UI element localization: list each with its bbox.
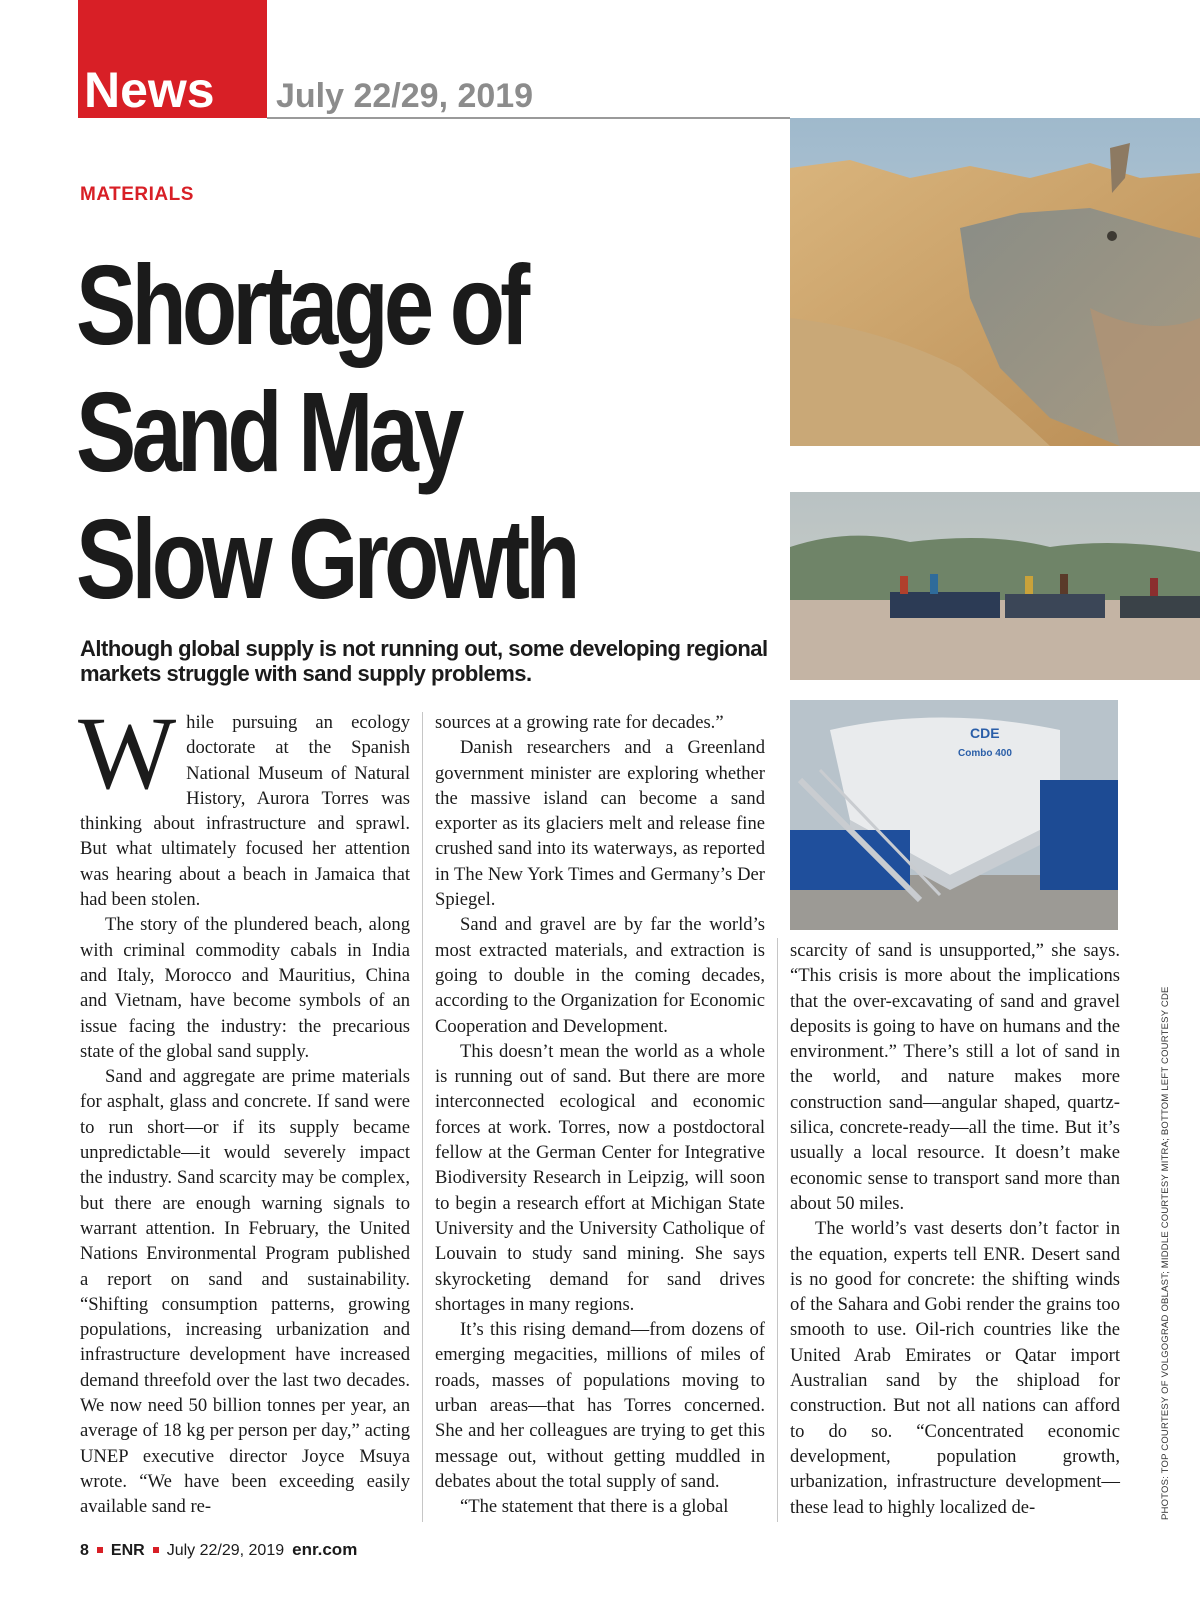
- body-paragraph: Danish researchers and a Greenland government minister are exploring whether the massive island can become a sand exporter as its glaciers melt and release fine crushed sand into its waterways, as reported in The New York Times and Germany’s Der Spiegel.: [435, 737, 765, 911]
- footer-date: July 22/29, 2019: [166, 1542, 285, 1559]
- equipment-model: Combo 400: [958, 748, 1012, 759]
- headline-line: Sand May: [76, 369, 460, 495]
- article-column-3: [790, 938, 1120, 1520]
- magazine-name: ENR: [110, 1542, 145, 1559]
- issue-date: July 22/29, 2019: [276, 77, 534, 115]
- photo-river-boats: [790, 492, 1200, 680]
- column-divider: [422, 712, 423, 1522]
- body-paragraph: This doesn’t mean the world as a whole is running out of sand. But there are more interconnected ecological and economic forces at work. Torres, now a postdoctoral fellow at the German Center for Integrative Biodiversity Research in Leipzig, will soon to begin a research effort at Michigan State University and the University Catholique of Louvain to study sand mining. She says skyrocketing demand for sand drives shortages in many regions.: [435, 1040, 765, 1315]
- drop-cap: W: [78, 696, 177, 811]
- body-paragraph: sources at a growing rate for decades.”: [435, 712, 724, 733]
- headline-line: Slow Growth: [76, 496, 576, 622]
- separator-square: [97, 1547, 103, 1553]
- body-paragraph: While pursuing an ecology doctorate at the Spanish National Museum of Natural History, Aurora Torres was thinking about infrastructure and sprawl. But what ultimately focused her attention was hearing about a beach in Jamaica that had been stolen.: [78, 696, 410, 911]
- header-rule: [267, 117, 790, 119]
- deck: Although global supply is not running out, some developing regional markets struggle with sand supply problems.: [80, 636, 768, 686]
- photo-sand-quarry: [790, 118, 1200, 446]
- body-paragraph: The story of the plundered beach, along with criminal commodity cabals in India and Italy, Morocco and Mauritius, China and Vietnam, have become symbols of an issue facing the industry: the precarious state of the global sand supply.: [80, 914, 410, 1062]
- section-title: News: [84, 62, 215, 118]
- column-divider: [777, 938, 778, 1522]
- page-footer: [80, 1540, 357, 1560]
- body-paragraph: “The statement that there is a global: [460, 1496, 729, 1518]
- body-paragraph: Sand and aggregate are prime materials for asphalt, glass and concrete. If sand were to run short—or if its supply became unpredictable—it would severely impact the industry. Sand scarcity may be complex, but there are enough warning signals to warrant attention. In February, the United Nations Environmental Program published a report on sand and sustainability. “Shifting consumption patterns, growing populations, increasing urbanization and infrastructure development have increased demand threefold over the last two decades. We now need 50 billion tonnes per year, an average of 18 kg per person per day,” acting UNEP executive director Joyce Msuya wrote. “We have been exceeding easily available sand re-: [80, 1066, 410, 1518]
- article-column-1: [78, 696, 410, 1520]
- website-link[interactable]: enr.com: [292, 1540, 358, 1559]
- headline: [76, 242, 636, 623]
- separator-square: [153, 1547, 159, 1553]
- body-paragraph: scarcity of sand is unsupported,” she says. “This crisis is more about the implications that the over-excavating of sand and gravel deposits is going to have on humans and the environment.” There’s still a lot of sand in the world, and nature makes more construction sand—angular shaped, quartz-silica, concrete-ready—all the time. But it’s usually a local resource. It doesn’t make economic sense to transport sand more than about 50 miles.: [790, 940, 1120, 1214]
- photo-cde-equipment: [790, 700, 1118, 930]
- equipment-logo: CDE: [970, 725, 1000, 741]
- body-paragraph: Sand and gravel are by far the world’s most extracted materials, and extraction is going to double in the coming decades, according to the Organization for Economic Cooperation and Development.: [435, 914, 765, 1037]
- article-column-2: [435, 710, 765, 1520]
- headline-line: Shortage of: [76, 242, 526, 368]
- body-paragraph: It’s this rising demand—from dozens of emerging megacities, millions of miles of roads, masses of populations moving to urban areas—that has Torres concerned. She and her colleagues are trying to get this message out, without getting muddled in debates about the total supply of sand.: [435, 1319, 765, 1492]
- body-paragraph: The world’s vast deserts don’t factor in the equation, experts tell ENR. Desert sand is no good for concrete: the shifting winds of the Sahara and Gobi render the grains too smooth to use. Oil-rich countries like the United Arab Emirates or Qatar import Australian sand by the shipload for construction. But not all nations can afford to do so. “Concentrated economic development, population growth, urbanization, infrastructure development—these lead to highly localized de-: [790, 1218, 1120, 1518]
- page-number: 8: [80, 1542, 89, 1559]
- photo-credit: PHOTOS: TOP COURTESY OF VOLGOGRAD OBLAST; MIDDLE COURTESY MITRA; BOTTOM LEFT COURTESY CDE: [1160, 986, 1171, 1520]
- category-label: MATERIALS: [80, 184, 194, 205]
